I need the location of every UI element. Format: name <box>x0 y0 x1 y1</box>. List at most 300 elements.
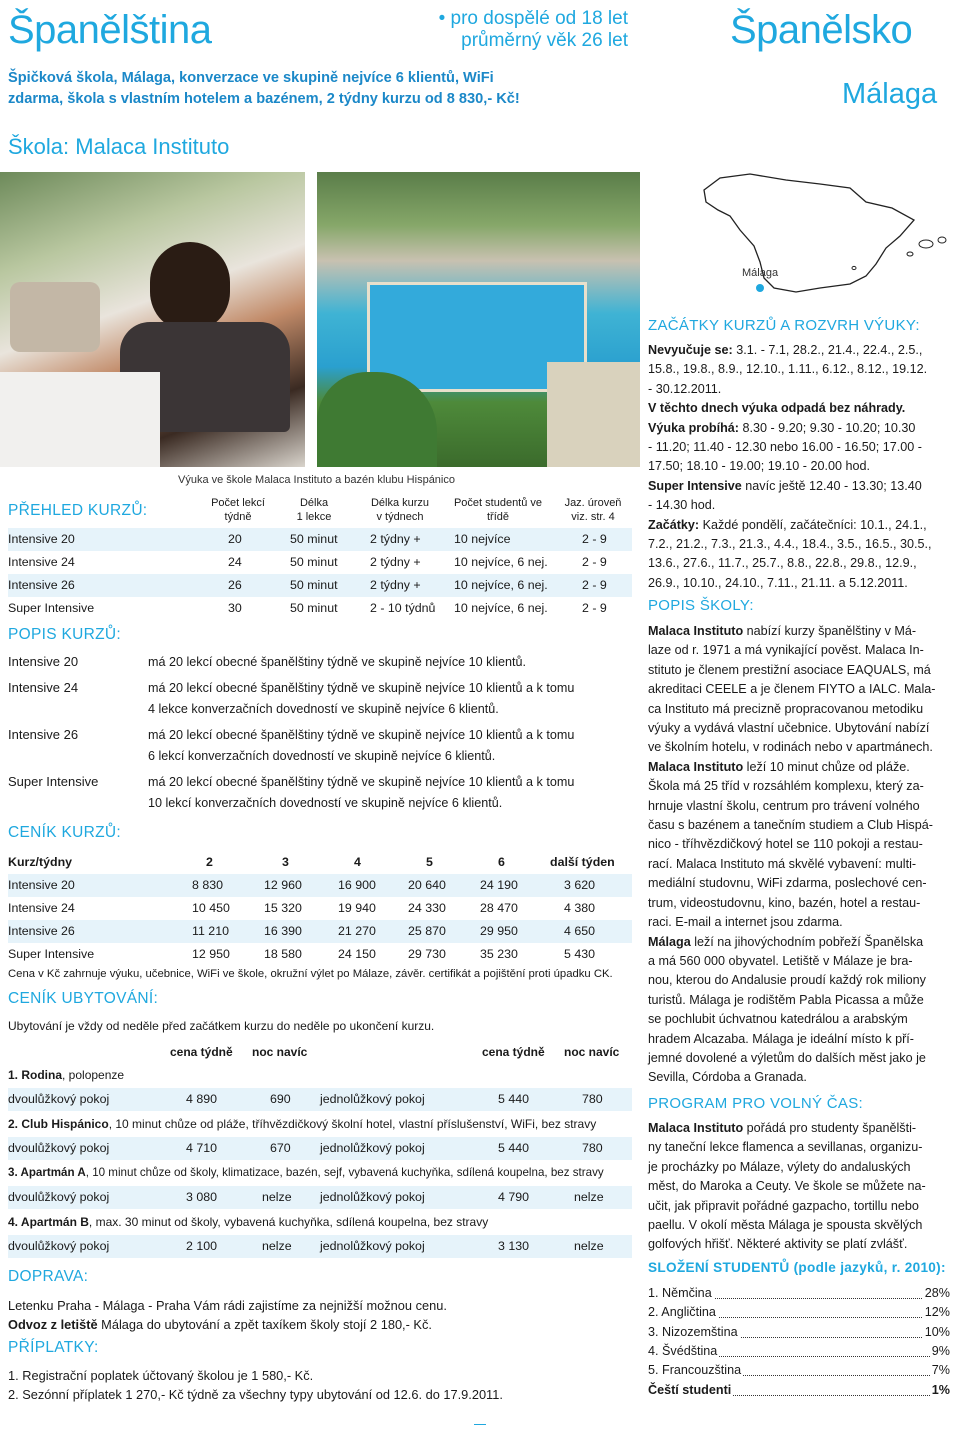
acc-row <box>8 1137 632 1160</box>
desc-text <box>148 652 638 673</box>
text-line <box>648 758 952 777</box>
text-line <box>648 360 952 379</box>
pricing-cell: 19 940 <box>338 901 376 915</box>
spain-map <box>690 150 952 300</box>
course-name: Intensive 24 <box>8 555 75 569</box>
acc-group-name: 2. Club Hispánico <box>8 1117 109 1131</box>
course-length: 50 minut <box>290 555 338 569</box>
acc-group-head <box>8 1068 124 1082</box>
text-line <box>648 874 952 893</box>
acc-group-head <box>8 1117 596 1131</box>
pricing-cell: 16 900 <box>338 878 376 892</box>
pricing-row <box>8 943 632 966</box>
course-duration: 2 týdny + <box>370 578 421 592</box>
header-duration <box>360 496 440 524</box>
student-percent: 7% <box>931 1363 950 1377</box>
acc-group-name: 1. Rodina <box>8 1068 63 1082</box>
pricing-cell: 35 230 <box>480 947 518 961</box>
text-line-rest: a má 560 000 obyvatel. Letiště v Málaze je bra- <box>648 953 913 968</box>
subtitle-line-2: zdarma, škola s vlastním hotelem a bazénem, 2 týdny kurzu od 8 830,- Kč! <box>8 91 520 107</box>
acc-price: 3 080 <box>186 1190 218 1204</box>
course-lessons: 30 <box>228 601 242 615</box>
header-length-1: Délka <box>299 497 329 509</box>
page-title-country: Španělsko <box>730 8 913 52</box>
text-line-rest: nou, kterou do Andalusie proudí každý rok miliony <box>648 973 926 988</box>
text-line <box>648 1138 952 1157</box>
text-line-rest: se pochlubit úchvatnou katedrálou a arabským <box>648 1012 908 1027</box>
text-line-rest: času s bazénem a tanečním studiem a Club Hispá- <box>648 818 933 833</box>
pricing-cell: 12 950 <box>192 947 230 961</box>
text-line-rest: jemné dovolené a výletům do dalších měst jako je <box>648 1050 926 1065</box>
acc-row <box>8 1235 632 1258</box>
text-line <box>648 1049 952 1068</box>
text-line <box>648 991 952 1010</box>
text-line-bold: Výuka probíhá: <box>648 420 739 435</box>
school-desc-text <box>648 622 952 1088</box>
header-lessons-2: týdně <box>224 511 252 523</box>
text-line-rest: ca Instituto má precizně propracovanou metodiku <box>648 701 924 716</box>
acc-night: nelze <box>262 1239 292 1253</box>
course-duration: 2 - 10 týdnů <box>370 601 436 615</box>
course-lessons: 24 <box>228 555 242 569</box>
text-line-rest: navíc ještě 12.40 - 13.30; 13.40 <box>741 478 922 493</box>
text-line-bold: Nevyučuje se: <box>648 343 733 357</box>
student-percent: 1% <box>931 1383 950 1397</box>
col-night-left: noc navíc <box>252 1045 308 1059</box>
acc-night: 780 <box>582 1092 603 1106</box>
pricing-cell: Intensive 26 <box>8 924 75 938</box>
text-line <box>648 719 952 738</box>
text-line <box>648 341 952 360</box>
acc-price: 2 100 <box>186 1239 218 1253</box>
spain-map-outline <box>690 150 952 300</box>
text-line <box>648 438 952 457</box>
pricing-header-cell: 3 <box>282 855 289 869</box>
text-line-rest: mediální studovnu, WiFi zdarma, poslechové cen- <box>648 876 927 891</box>
header-level-2: viz. str. 4 <box>571 511 615 523</box>
text-line-rest: nabízí kurzy španělštiny v Má- <box>743 624 917 638</box>
text-line-rest: Každé pondělí, začátečníci: 10.1., 24.1., <box>699 517 927 532</box>
desc-line: má 20 lekcí obecné španělštiny týdně ve skupině nejvíce 10 klientů a k tomu <box>148 728 575 742</box>
student-percent: 28% <box>924 1286 950 1300</box>
header-duration-1: Délka kurzu <box>370 497 430 509</box>
course-level: 2 - 9 <box>582 532 607 546</box>
city-title: Málaga <box>842 78 938 110</box>
text-line-rest: akreditaci CEELE a je členem FIYTO a IALC. Mala- <box>648 682 936 697</box>
surcharge-line: 2. Sezónní příplatek 1 270,- Kč týdně za všechny typy ubytování od 12.6. do 17.9.2011. <box>8 1387 503 1402</box>
photo-caption: Výuka ve škole Malaca Instituto a bazén klubu Hispánico <box>178 474 455 486</box>
text-line-bold: Malaca Instituto <box>648 759 744 774</box>
text-line-rest: učit, jak připravit pořádné gazpacho, tortillu nebo <box>648 1198 919 1213</box>
text-line <box>648 1010 952 1029</box>
acc-price: 5 440 <box>498 1141 530 1155</box>
text-line-rest: 13.6., 27.6., 11.7., 25.7., 8.8., 22.8., 29.8., 12.9., <box>648 556 917 571</box>
desc-text <box>148 772 638 813</box>
pricing-cell: 29 950 <box>480 924 518 938</box>
pricing-note: Cena v Kč zahrnuje výuku, učebnice, WiFi ve škole, okružní výlet po Málaze, závěr. certifikát a pojištění proti úpadku CK. <box>8 968 613 980</box>
text-line <box>648 574 952 593</box>
text-line <box>648 535 952 554</box>
header-length-2: 1 lekce <box>296 511 332 523</box>
acc-room: dvoulůžkový pokoj <box>8 1239 110 1253</box>
desc-name: Intensive 20 <box>8 654 79 669</box>
student-language: Čeští studenti <box>648 1383 732 1397</box>
schedule-text <box>648 341 952 593</box>
overview-row <box>8 528 632 551</box>
text-line <box>648 971 952 990</box>
acc-night: 690 <box>270 1092 291 1106</box>
student-percent: 9% <box>931 1344 950 1358</box>
age-line-1: • pro dospělé od 18 let <box>438 8 628 29</box>
acc-row <box>8 1088 632 1111</box>
transport-title: DOPRAVA: <box>8 1268 89 1285</box>
transport-line <box>8 1315 447 1334</box>
acc-room: dvoulůžkový pokoj <box>8 1190 110 1204</box>
text-line <box>648 1216 952 1235</box>
text-line-rest: leží 10 minut chůze od pláže. <box>743 759 910 774</box>
pricing-cell: 24 150 <box>338 947 376 961</box>
pricing-header-cell: 5 <box>426 855 433 869</box>
desc-line: 6 lekcí konverzačních dovedností ve skupině nejvíce 6 klientů. <box>148 748 496 763</box>
course-level: 2 - 9 <box>582 555 607 569</box>
pricing-cell: 3 620 <box>564 878 596 892</box>
text-line-rest: laze od r. 1971 a má vynikající pověst. Malaca In- <box>648 643 924 658</box>
pricing-cell: 29 730 <box>408 947 446 961</box>
students-item <box>648 1344 950 1363</box>
text-line-rest: turistů. Málaga je rodištěm Pabla Picassa a může <box>648 992 924 1007</box>
photo-left-person <box>10 282 100 352</box>
malaga-marker <box>756 284 764 292</box>
text-line-bold: Málaga <box>648 934 691 949</box>
acc-price: 4 710 <box>186 1141 218 1155</box>
acc-night: nelze <box>262 1190 292 1204</box>
photo-figure-hair <box>150 242 230 332</box>
overview-title: PŘEHLED KURZŮ: <box>8 502 148 519</box>
free-time-title: PROGRAM PRO VOLNÝ ČAS: <box>648 1095 863 1112</box>
acc-room: jednolůžkový pokoj <box>320 1092 425 1106</box>
header-lessons <box>208 496 268 524</box>
text-line-rest: raci. E-mail a internet jsou zdarma. <box>648 915 843 930</box>
text-line <box>648 952 952 971</box>
acc-group-head <box>8 1215 488 1229</box>
course-length: 50 minut <box>290 532 338 546</box>
text-line <box>648 641 952 660</box>
pricing-row <box>8 920 632 943</box>
course-level: 2 - 9 <box>582 601 607 615</box>
acc-price: 5 440 <box>498 1092 530 1106</box>
header-duration-2: v týdnech <box>376 511 424 523</box>
header-students-1: Počet studentů ve <box>453 497 543 509</box>
course-duration: 2 týdny + <box>370 555 421 569</box>
header-lessons-1: Počet lekcí <box>211 497 265 509</box>
acc-group-desc: , 10 minut chůze od školy, klimatizace, bazén, sejf, vybavená kuchyňka, sdílená koupelna, bez stravy <box>85 1166 604 1179</box>
text-line-rest: pořádá pro studenty španělšti- <box>743 1121 917 1135</box>
text-line-rest: výuky a vydává vlastní učebnice. Ubytování nabízí <box>648 721 930 736</box>
course-lessons: 26 <box>228 578 242 592</box>
text-line <box>648 700 952 719</box>
course-length: 50 minut <box>290 601 338 615</box>
text-line <box>648 797 952 816</box>
overview-row <box>8 551 632 574</box>
text-line <box>648 1158 952 1177</box>
course-level: 2 - 9 <box>582 578 607 592</box>
acc-night: 780 <box>582 1141 603 1155</box>
course-length: 50 minut <box>290 578 338 592</box>
text-line-rest: paellu. V okolí města Málaga je spousta skvělých <box>648 1218 923 1233</box>
students-item <box>648 1305 950 1324</box>
text-line-rest: 3.1. - 7.1, 28.2., 21.4., 22.4., 2.5., <box>732 343 923 357</box>
course-duration: 2 týdny + <box>370 532 421 546</box>
header-students <box>448 496 548 524</box>
text-line-rest: rací. Malaca Instituto má skvělé vybavení: multi- <box>648 856 917 871</box>
acc-group-desc: , max. 30 minut od školy, vybavená kuchyňka, sdílená koupelna, bez stravy <box>88 1215 489 1229</box>
header-length <box>286 496 342 524</box>
text-line-rest: nico - tříhvězdičkový hotel se 110 pokoji a restau- <box>648 837 923 852</box>
text-line-rest: hrnuje vlastní školu, centrum pro trávení volného <box>648 798 920 813</box>
overview-row <box>8 597 632 620</box>
acc-group-name: 4. Apartmán B <box>8 1215 89 1229</box>
transport-line: Letenku Praha - Málaga - Praha Vám rádi zajistíme za nejnižší možnou cenu. <box>8 1298 447 1313</box>
pricing-cell: Intensive 24 <box>8 901 75 915</box>
acc-group-name: 3. Apartmán A <box>8 1166 86 1179</box>
text-line-rest: Škola má 25 tříd v rozsáhlém komplexu, který za- <box>648 779 924 794</box>
students-item <box>648 1363 950 1382</box>
text-line <box>648 554 952 573</box>
text-line <box>648 419 952 438</box>
pool-photo <box>317 172 640 467</box>
desc-line: má 20 lekcí obecné španělštiny týdně ve skupině nejvíce 10 klientů a k tomu <box>148 775 575 789</box>
pricing-header-cell: Kurz/týdny <box>8 855 73 869</box>
text-line <box>648 680 952 699</box>
acc-group-desc: , 10 minut chůze od pláže, tříhvězdičkový školní hotel, vlastní příslušenství, WiFi, bez stravy <box>108 1117 597 1131</box>
students-item <box>648 1383 950 1402</box>
pricing-cell: 12 960 <box>264 878 302 892</box>
text-line <box>648 738 952 757</box>
surcharges-text <box>8 1366 503 1404</box>
pricing-cell: 28 470 <box>480 901 518 915</box>
acc-room: jednolůžkový pokoj <box>320 1190 425 1204</box>
text-line <box>648 661 952 680</box>
acc-group-head <box>8 1166 604 1179</box>
student-percent: 10% <box>924 1325 950 1339</box>
acc-price: 3 130 <box>498 1239 530 1253</box>
desc-name: Intensive 26 <box>8 727 79 742</box>
course-name: Super Intensive <box>8 601 95 615</box>
text-line <box>648 1030 952 1049</box>
students-item <box>648 1325 950 1344</box>
acc-room: dvoulůžkový pokoj <box>8 1141 110 1155</box>
desc-text <box>148 678 638 719</box>
acc-night: 670 <box>270 1141 291 1155</box>
subtitle <box>8 68 520 110</box>
pricing-cell: 15 320 <box>264 901 302 915</box>
text-line-rest: 8.30 - 9.20; 9.30 - 10.20; 10.30 <box>738 420 916 435</box>
course-lessons: 20 <box>228 532 242 546</box>
desc-line: 4 lekce konverzačních dovedností ve skupině nejvíce 6 klientů. <box>148 701 499 716</box>
surcharge-line: 1. Registrační poplatek účtovaný školou je 1 580,- Kč. <box>8 1368 314 1383</box>
accommodation-intro: Ubytování je vždy od neděle před začátkem kurzu do neděle po ukončení kurzu. <box>8 1019 435 1033</box>
text-line-rest: trum, videostudovnu, kino, bazén, hotel a restau- <box>648 895 921 910</box>
pricing-cell: 8 830 <box>192 878 224 892</box>
pricing-cell: 24 190 <box>480 878 518 892</box>
pricing-header-cell: 6 <box>498 855 505 869</box>
classroom-photo <box>0 172 305 467</box>
acc-price: 4 790 <box>498 1190 530 1204</box>
pricing-cell: 16 390 <box>264 924 302 938</box>
acc-price: 4 890 <box>186 1092 218 1106</box>
desc-line: má 20 lekcí obecné španělštiny týdně ve skupině nejvíce 10 klientů a k tomu <box>148 681 575 695</box>
pricing-cell: Intensive 20 <box>8 878 75 892</box>
text-line-rest: 15.8., 19.8., 8.9., 12.10., 1.11., 6.12., 8.12., 19.12. <box>648 362 928 377</box>
text-line <box>648 894 952 913</box>
text-line-rest: stituto je členem prestižní asociace EAQUALS, má <box>648 662 931 677</box>
pricing-cell: 4 380 <box>564 901 596 915</box>
pricing-cell: 10 450 <box>192 901 230 915</box>
pricing-cell: 24 330 <box>408 901 446 915</box>
text-line <box>648 1119 952 1138</box>
subtitle-line-1: Špičková škola, Málaga, konverzace ve skupině nejvíce 6 klientů, WiFi <box>8 70 494 86</box>
text-line <box>648 913 952 932</box>
col-price-right: cena týdně <box>482 1045 545 1059</box>
pricing-cell: 21 270 <box>338 924 376 938</box>
transport-text <box>8 1296 447 1334</box>
desc-line: má 20 lekcí obecné španělštiny týdně ve skupině nejvíce 10 klientů. <box>148 655 527 669</box>
desc-name: Intensive 24 <box>8 680 79 695</box>
pricing-header-cell: 4 <box>354 855 361 869</box>
text-line-rest: Sevilla, Córdoba a Granada. <box>648 1070 807 1085</box>
text-line-bold: Začátky: <box>648 517 700 532</box>
text-line <box>648 1197 952 1216</box>
school-desc-title: POPIS ŠKOLY: <box>648 597 754 614</box>
text-line <box>648 516 952 535</box>
student-language: 3. Nizozemština <box>648 1325 738 1339</box>
text-line-rest: leží na jihovýchodním pobřeží Španělska <box>690 934 924 949</box>
course-students: 10 nejvíce, 6 nej. <box>454 555 548 569</box>
text-line-rest: ny taneční lekce flamenca a sevillanas, organizu- <box>648 1140 923 1155</box>
overview-row <box>8 574 632 597</box>
text-line-bold: Malaca Instituto <box>648 1121 744 1135</box>
pricing-cell: 4 650 <box>564 924 596 938</box>
desc-name: Super Intensive <box>8 774 99 789</box>
school-name: Škola: Malaca Instituto <box>8 134 230 159</box>
course-desc-title: POPIS KURZŮ: <box>8 626 121 643</box>
text-line-bold: Super Intensive <box>648 478 742 493</box>
acc-room: dvoulůžkový pokoj <box>8 1092 110 1106</box>
course-students: 10 nejvíce, 6 nej. <box>454 578 548 592</box>
text-line <box>648 1235 952 1254</box>
text-line-rest: golfových hřišť. Některé aktivity se platí zvlášť. <box>648 1237 908 1252</box>
text-line <box>648 777 952 796</box>
text-line <box>648 496 952 515</box>
age-line-2: průměrný věk 26 let <box>461 30 628 51</box>
course-name: Intensive 20 <box>8 532 75 546</box>
pricing-header-row <box>8 851 632 874</box>
text-line <box>648 380 952 399</box>
pricing-cell: Super Intensive <box>8 947 95 961</box>
text-line <box>648 457 952 476</box>
pricing-header-cell: 2 <box>206 855 213 869</box>
student-percent: 12% <box>924 1305 950 1319</box>
students-title: SLOŽENÍ STUDENTŮ (podle jazyků, r. 2010): <box>648 1260 946 1275</box>
text-line <box>648 1068 952 1087</box>
header-level <box>562 496 624 524</box>
text-line-rest: měst, do Maroka a Ceuty. Ve škole se můžete na- <box>648 1179 926 1194</box>
acc-night: nelze <box>574 1239 604 1253</box>
acc-night: nelze <box>574 1190 604 1204</box>
acc-room: jednolůžkový pokoj <box>320 1239 425 1253</box>
students-item <box>648 1286 950 1305</box>
text-line-rest: 26.9., 10.10., 24.10., 7.11., 21.11. a 5.12.2011. <box>648 575 908 590</box>
pricing-row <box>8 897 632 920</box>
col-night-right: noc navíc <box>564 1045 620 1059</box>
photo-deck <box>547 362 640 467</box>
text-line <box>648 477 952 496</box>
text-line-rest: ve školním hotelu, v rodinách nebo v apartmánech. <box>648 740 933 755</box>
col-price-left: cena týdně <box>170 1045 233 1059</box>
text-line <box>648 622 952 641</box>
age-info <box>396 8 628 52</box>
photo-paper <box>0 372 160 467</box>
desc-line: 10 lekcí konverzačních dovedností ve skupině nejvíce 6 klientů. <box>148 795 503 810</box>
text-line-rest: - 30.12.2011. <box>648 381 722 396</box>
text-line <box>648 933 952 952</box>
text-line <box>648 855 952 874</box>
pricing-cell: 20 640 <box>408 878 446 892</box>
pricing-cell: 11 210 <box>192 924 229 938</box>
text-line-bold: V těchto dnech výuka odpadá bez náhrady. <box>648 401 906 416</box>
pricing-header-cell: další týden <box>550 855 615 869</box>
header-level-1: Jaz. úroveň <box>564 497 622 509</box>
acc-row <box>8 1186 632 1209</box>
pricing-title: CENÍK KURZŮ: <box>8 824 121 841</box>
course-students: 10 nejvíce, 6 nej. <box>454 601 548 615</box>
pricing-cell: 5 430 <box>564 947 596 961</box>
page-title-language: Španělština <box>8 8 212 52</box>
free-time-text <box>648 1119 952 1255</box>
student-language: 2. Angličtina <box>648 1305 716 1319</box>
map-label-malaga: Málaga <box>742 267 779 279</box>
course-students: 10 nejvíce <box>454 532 511 546</box>
pricing-cell: 18 580 <box>264 947 302 961</box>
text-line-rest: 17.50; 18.10 - 19.00; 19.10 - 20.00 hod. <box>648 459 870 474</box>
text-line <box>648 835 952 854</box>
surcharges-title: PŘÍPLATKY: <box>8 1339 99 1356</box>
header-students-2: třídě <box>486 511 509 523</box>
airport-transfer-label: Odvoz z letiště <box>8 1317 98 1332</box>
text-line-rest: hradem Alcazaba. Málaga je ideální místo k pří- <box>648 1031 914 1046</box>
course-name: Intensive 26 <box>8 578 75 592</box>
text-line-rest: - 11.20; 11.40 - 12.30 nebo 16.00 - 16.50; 17.00 - <box>648 440 922 455</box>
text-line <box>648 399 952 418</box>
text-line-rest: - 14.30 hod. <box>648 498 716 513</box>
airport-transfer-text: Málaga do ubytování a zpět taxíkem školy stojí 2 180,- Kč. <box>97 1317 432 1332</box>
schedule-title: ZAČÁTKY KURZŮ A ROZVRH VÝUKY: <box>648 317 920 334</box>
student-language: 5. Francouzština <box>648 1363 742 1377</box>
pricing-row <box>8 874 632 897</box>
accommodation-title: CENÍK UBYTOVÁNÍ: <box>8 990 159 1007</box>
text-line <box>648 816 952 835</box>
desc-text <box>148 725 638 766</box>
text-line-bold: Malaca Instituto <box>648 624 744 638</box>
text-line-rest: je procházky po Málaze, výlety do andaluských <box>648 1159 911 1174</box>
acc-group-desc: , polopenze <box>62 1068 125 1082</box>
acc-room: jednolůžkový pokoj <box>320 1141 425 1155</box>
pricing-cell: 25 870 <box>408 924 446 938</box>
page-footer-mark <box>474 1424 486 1425</box>
text-line-rest: 7.2., 21.2., 7.3., 21.3., 4.4., 18.4., 3.5., 16.5., 30.5., <box>648 537 932 552</box>
text-line <box>648 1177 952 1196</box>
student-language: 1. Němčina <box>648 1286 712 1300</box>
